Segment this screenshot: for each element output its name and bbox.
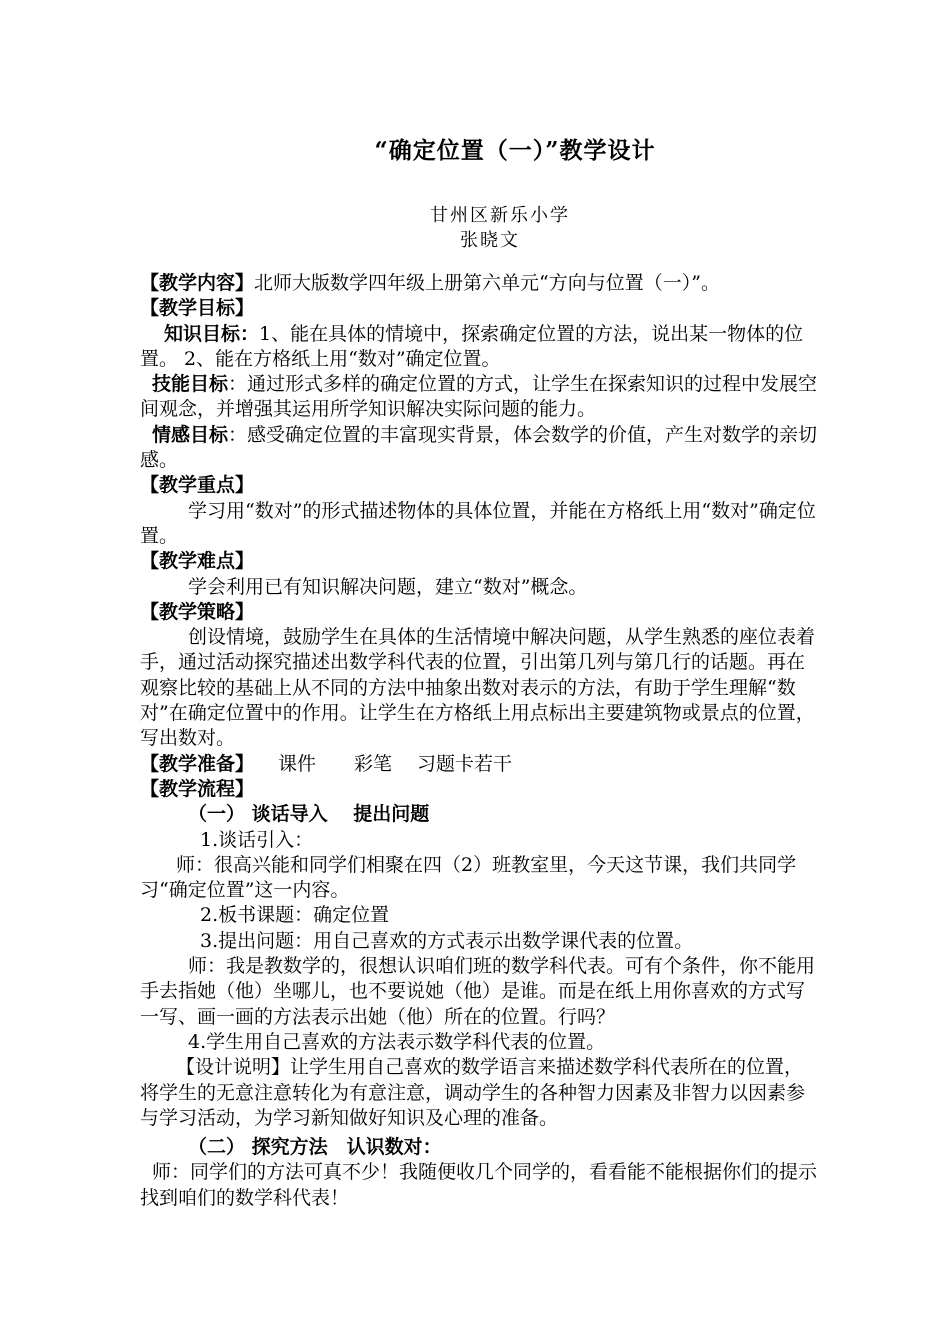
skill-goal-text: ：通过形式多样的确定位置的方式，让学生在探索知识的过程中发展空间观念，并增强其运用所学知识解决实际问题的能力。	[140, 373, 818, 421]
section1-teacher1: 师：很高兴能和同学们相聚在四（2）班教室里，今天这节课，我们共同学习“确定位置”这一内容。	[140, 853, 797, 902]
section1-design-note	[140, 1055, 820, 1131]
section1-teacher2: 师：我是教数学的，很想认识咱们班的数学科代表。可有个条件，你不能用手去指她（他）坐哪儿，也不要说她（他）是谁。而是在纸上用你喜欢的方式写一写、画一画的方法表示出她（他）所在的位置。行吗？	[140, 955, 816, 1028]
design-note-label: 【设计说明】	[176, 1056, 291, 1079]
school-name: 甘州区新乐小学	[430, 205, 570, 226]
content-text: 北师大版数学四年级上册第六单元“方向与位置（一）”。	[254, 272, 720, 294]
section1-step4: 4.学生用自己喜欢的方法表示数学科代表的位置。	[188, 1030, 606, 1053]
knowledge-goal-text: 1、能在具体的情境中，探索确定位置的方法，说出某一物体的位置。 2、能在方格纸上用“数对”确定位置。	[140, 322, 804, 370]
section1-step3: 3.提出问题：用自己喜欢的方式表示出数学课代表的位置。	[200, 929, 694, 952]
preparation-label: 【教学准备】	[140, 752, 255, 775]
document-title: “确定位置（一）”教学设计	[374, 137, 656, 164]
process-heading: 【教学流程】	[140, 777, 255, 800]
skill-goal-label: 技能目标	[152, 373, 229, 396]
section2-teacher1: 师：同学们的方法可真不少！我随便收几个同学的，看看能不能根据你们的提示找到咱们的数学科代表！	[140, 1161, 818, 1209]
goals-heading: 【教学目标】	[140, 297, 255, 320]
knowledge-goal	[140, 322, 820, 373]
strategy-heading: 【教学策略】	[140, 600, 255, 623]
content-label: 【教学内容】	[140, 272, 255, 294]
section1-title: （一） 谈话导入 提出问题	[188, 803, 430, 826]
section1-step1: 1.谈话引入：	[200, 828, 314, 851]
emotion-goal	[140, 423, 820, 474]
difficulty-heading: 【教学难点】	[140, 550, 255, 573]
section2-title: （二） 探究方法 认识数对：	[188, 1136, 442, 1159]
difficulty-text: 学会利用已有知识解决问题，建立“数对”概念。	[188, 575, 588, 598]
skill-goal	[140, 372, 820, 423]
design-note-text: 让学生用自己喜欢的数学语言来描述数学科代表所在的位置，将学生的无意注意转化为有意注意，调动学生的各种智力因素及非智力以因素参与学习活动，为学习新知做好知识及心理的准备。	[140, 1056, 806, 1129]
knowledge-goal-label: 知识目标：	[164, 322, 260, 345]
author-name: 张晓文	[460, 230, 520, 251]
content-paragraph	[140, 271, 820, 296]
key-point-heading: 【教学重点】	[140, 474, 255, 497]
section1-step2: 2.板书课题：确定位置	[200, 904, 390, 927]
preparation-paragraph	[140, 752, 820, 777]
document-body	[140, 271, 820, 1211]
strategy-text: 创设情境，鼓励学生在具体的生活情境中解决问题，从学生熟悉的座位表着手，通过活动探究描述出数学科代表的位置，引出第几列与第几行的话题。再在观察比较的基础上从不同的方法中抽象出数对表示的方法，有助于学生理解“数对”在确定位置中的作用。让学生在方格纸上用点标出主要建筑物或景点的位置，写出数对。	[140, 626, 816, 750]
emotion-goal-text: ：感受确定位置的丰富现实背景，体会数学的价值，产生对数学的亲切感。	[140, 423, 818, 472]
preparation-items: 课件 彩笔 习题卡若干	[278, 752, 513, 775]
emotion-goal-label: 情感目标	[152, 423, 229, 446]
key-point-text: 学习用“数对”的形式描述物体的具体位置，并能在方格纸上用“数对”确定位置。	[140, 499, 816, 547]
